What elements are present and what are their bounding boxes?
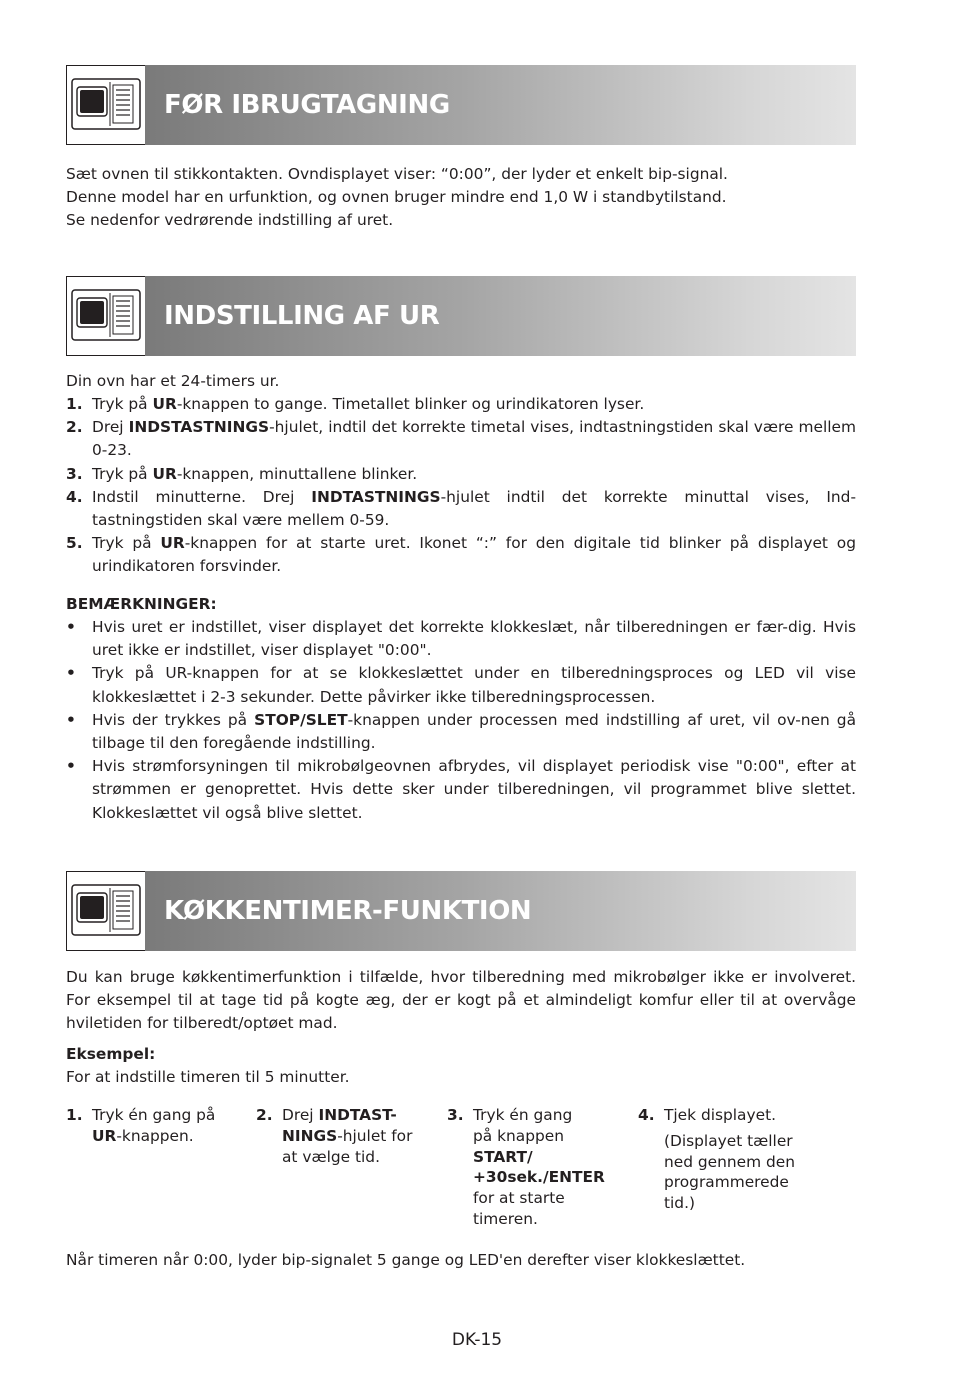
step-keyword: NINGS xyxy=(282,1126,338,1145)
intro-line: Se nedenfor vedrørende indstilling af uret. xyxy=(66,211,394,230)
timer-intro-text: Du kan bruge køkkentimerfunktion i tilfælde, hvor tilberedning med mikrobølger ikke er involveret. For eksempel til at tage tid på kogte æg, der er kogt på et almindeligt komfur eller til at overvåge hviletiden for tilberedt/optøet mad. xyxy=(66,968,856,1033)
step-keyword: UR xyxy=(160,534,185,553)
step-keyword: UR xyxy=(92,1126,117,1145)
bullet: • xyxy=(66,710,76,729)
step-text: -knappen, minuttallene blinker. xyxy=(176,464,418,483)
step-note: programmerede xyxy=(664,1173,789,1192)
example-heading: Eksempel: xyxy=(66,1045,156,1063)
step-note: ned gennem den xyxy=(664,1152,795,1171)
step-number: 1. xyxy=(66,395,83,413)
step-note: (Displayet tæller xyxy=(664,1131,793,1150)
timer-outro-text: Når timeren når 0:00, lyder bip-signalet 5 gange og LED'en derefter viser klokkeslættet. xyxy=(66,1251,746,1269)
intro-line: Denne model har en urfunktion, og ovnen bruger mindre end 1,0 W i standbytilstand. xyxy=(66,188,727,207)
step-note: tid.) xyxy=(664,1194,695,1213)
step-text: Drej xyxy=(92,418,129,437)
timer-intro xyxy=(66,966,856,1036)
clock-lead xyxy=(66,370,856,393)
section-title: KØKKENTIMER-FUNKTION xyxy=(164,896,532,926)
section-title: INDSTILLING AF UR xyxy=(164,301,440,331)
step-text: at vælge tid. xyxy=(282,1147,380,1166)
notes-heading: BEMÆRKNINGER: xyxy=(66,595,217,613)
example-step-2 xyxy=(256,1105,441,1167)
section-title: FØR IBRUGTAGNING xyxy=(164,90,450,120)
step-keyword: INDTAST- xyxy=(318,1106,397,1124)
list-item xyxy=(66,709,856,755)
step-keyword: START/ xyxy=(473,1147,533,1166)
note-text: Tryk på UR-knappen for at se klokkeslættet under en tilberedningsproces og LED vil vise klokkeslættet i 2-3 sekunder. Dette påvirker ikke tilberedningsprocessen. xyxy=(92,664,856,706)
step-text: -hjulet indtil det korrekte minuttal vises, Ind-tastningstiden skal være mellem 0-59. xyxy=(92,487,856,530)
step-number: 2. xyxy=(66,418,83,437)
section-header-kitchen-timer xyxy=(66,871,856,951)
step-number: 1. xyxy=(66,1106,83,1124)
step-text: Tryk én gang xyxy=(473,1106,573,1124)
list-item xyxy=(66,755,856,825)
section-header-before-use xyxy=(66,65,856,145)
step-text: Tjek displayet. xyxy=(664,1106,776,1124)
section-icon-box xyxy=(66,871,146,951)
note-text: Hvis der trykkes på xyxy=(92,710,255,729)
bullet: • xyxy=(66,618,76,636)
note-text: Hvis strømforsyningen til mikrobølgeovnen afbrydes, vil displayet periodisk vise "0:00", efter at strømmen er genoprettet. Hvis dette sker under tilberedningen, vil programmet blive slettet. Klokkeslættet vil også blive slettet. xyxy=(92,757,856,822)
step-number: 3. xyxy=(66,464,83,483)
microwave-icon xyxy=(71,78,141,130)
list-item xyxy=(66,463,856,486)
notes-list xyxy=(66,616,856,825)
step-text: -knappen. xyxy=(116,1126,194,1145)
step-text: -knappen to gange. Timetallet blinker og urindikatoren lyser. xyxy=(176,395,645,413)
example-lead: For at indstille timeren til 5 minutter. xyxy=(66,1068,350,1087)
step-text: på knappen xyxy=(473,1126,564,1145)
section-icon-box xyxy=(66,65,146,145)
list-item xyxy=(66,616,856,662)
timer-outro xyxy=(66,1249,856,1272)
section-title-bar xyxy=(145,871,856,951)
section-icon-box xyxy=(66,276,146,356)
step-text: -hjulet for xyxy=(337,1126,413,1145)
step-keyword: INDSTASTNINGS xyxy=(128,418,270,437)
example-step-1 xyxy=(66,1105,246,1147)
section-title-bar xyxy=(145,65,856,145)
step-number: 2. xyxy=(256,1106,273,1124)
note-keyword: STOP/SLET xyxy=(254,710,348,729)
list-item xyxy=(66,486,856,532)
step-text: Tryk på xyxy=(92,534,161,553)
note-text: Hvis uret er indstillet, viser displayet det korrekte klokkeslæt, når tilberedningen er fær-dig. Hvis uret ikke er indstillet, viser displayet "0:00". xyxy=(92,618,856,660)
step-number: 4. xyxy=(638,1106,655,1124)
step-text: for at starte xyxy=(473,1189,565,1208)
note-text: -knappen under processen med indstilling af uret, vil ov-nen gå tilbage til den foregående indstilling. xyxy=(92,710,856,753)
list-item xyxy=(66,416,856,462)
list-item xyxy=(66,393,856,416)
step-number: 5. xyxy=(66,534,83,553)
intro-line: Sæt ovnen til stikkontakten. Ovndisplayet viser: “0:00”, der lyder et enkelt bip-signal. xyxy=(66,165,728,183)
step-keyword: UR xyxy=(152,464,177,483)
step-text: -hjulet, indtil det korrekte timetal vises, indtastningstiden skal være mellem 0-23. xyxy=(92,418,856,460)
clock-lead-text: Din ovn har et 24-timers ur. xyxy=(66,372,280,390)
bullet: • xyxy=(66,757,76,776)
step-text: Drej xyxy=(282,1106,319,1124)
microwave-icon xyxy=(71,884,141,936)
list-item xyxy=(66,662,856,708)
section-header-clock xyxy=(66,276,856,356)
example-step-4 xyxy=(638,1105,843,1214)
bullet: • xyxy=(66,664,76,683)
page-number: DK-15 xyxy=(451,1330,503,1350)
step-text: timeren. xyxy=(473,1209,538,1228)
list-item xyxy=(66,532,856,578)
step-keyword: UR xyxy=(152,395,177,413)
microwave-icon xyxy=(71,289,141,341)
step-text: Tryk på xyxy=(92,395,153,413)
step-keyword: +30sek./ENTER xyxy=(473,1168,605,1187)
step-number: 3. xyxy=(447,1106,464,1124)
step-text: Tryk på xyxy=(92,464,153,483)
section-title-bar xyxy=(145,276,856,356)
step-text: Tryk én gang på xyxy=(92,1106,216,1124)
step-text: -knappen for at starte uret. Ikonet “:” for den digitale tid blinker på displayet og urindikatoren forsvinder. xyxy=(92,534,856,576)
example-block xyxy=(66,1043,856,1089)
step-text: Indstil minutterne. Drej xyxy=(92,487,312,506)
example-step-3 xyxy=(447,1105,632,1230)
clock-steps xyxy=(66,393,856,579)
intro-text xyxy=(66,163,856,233)
step-number: 4. xyxy=(66,487,83,506)
step-keyword: INDTASTNINGS xyxy=(311,487,441,506)
notes-title xyxy=(66,593,856,616)
